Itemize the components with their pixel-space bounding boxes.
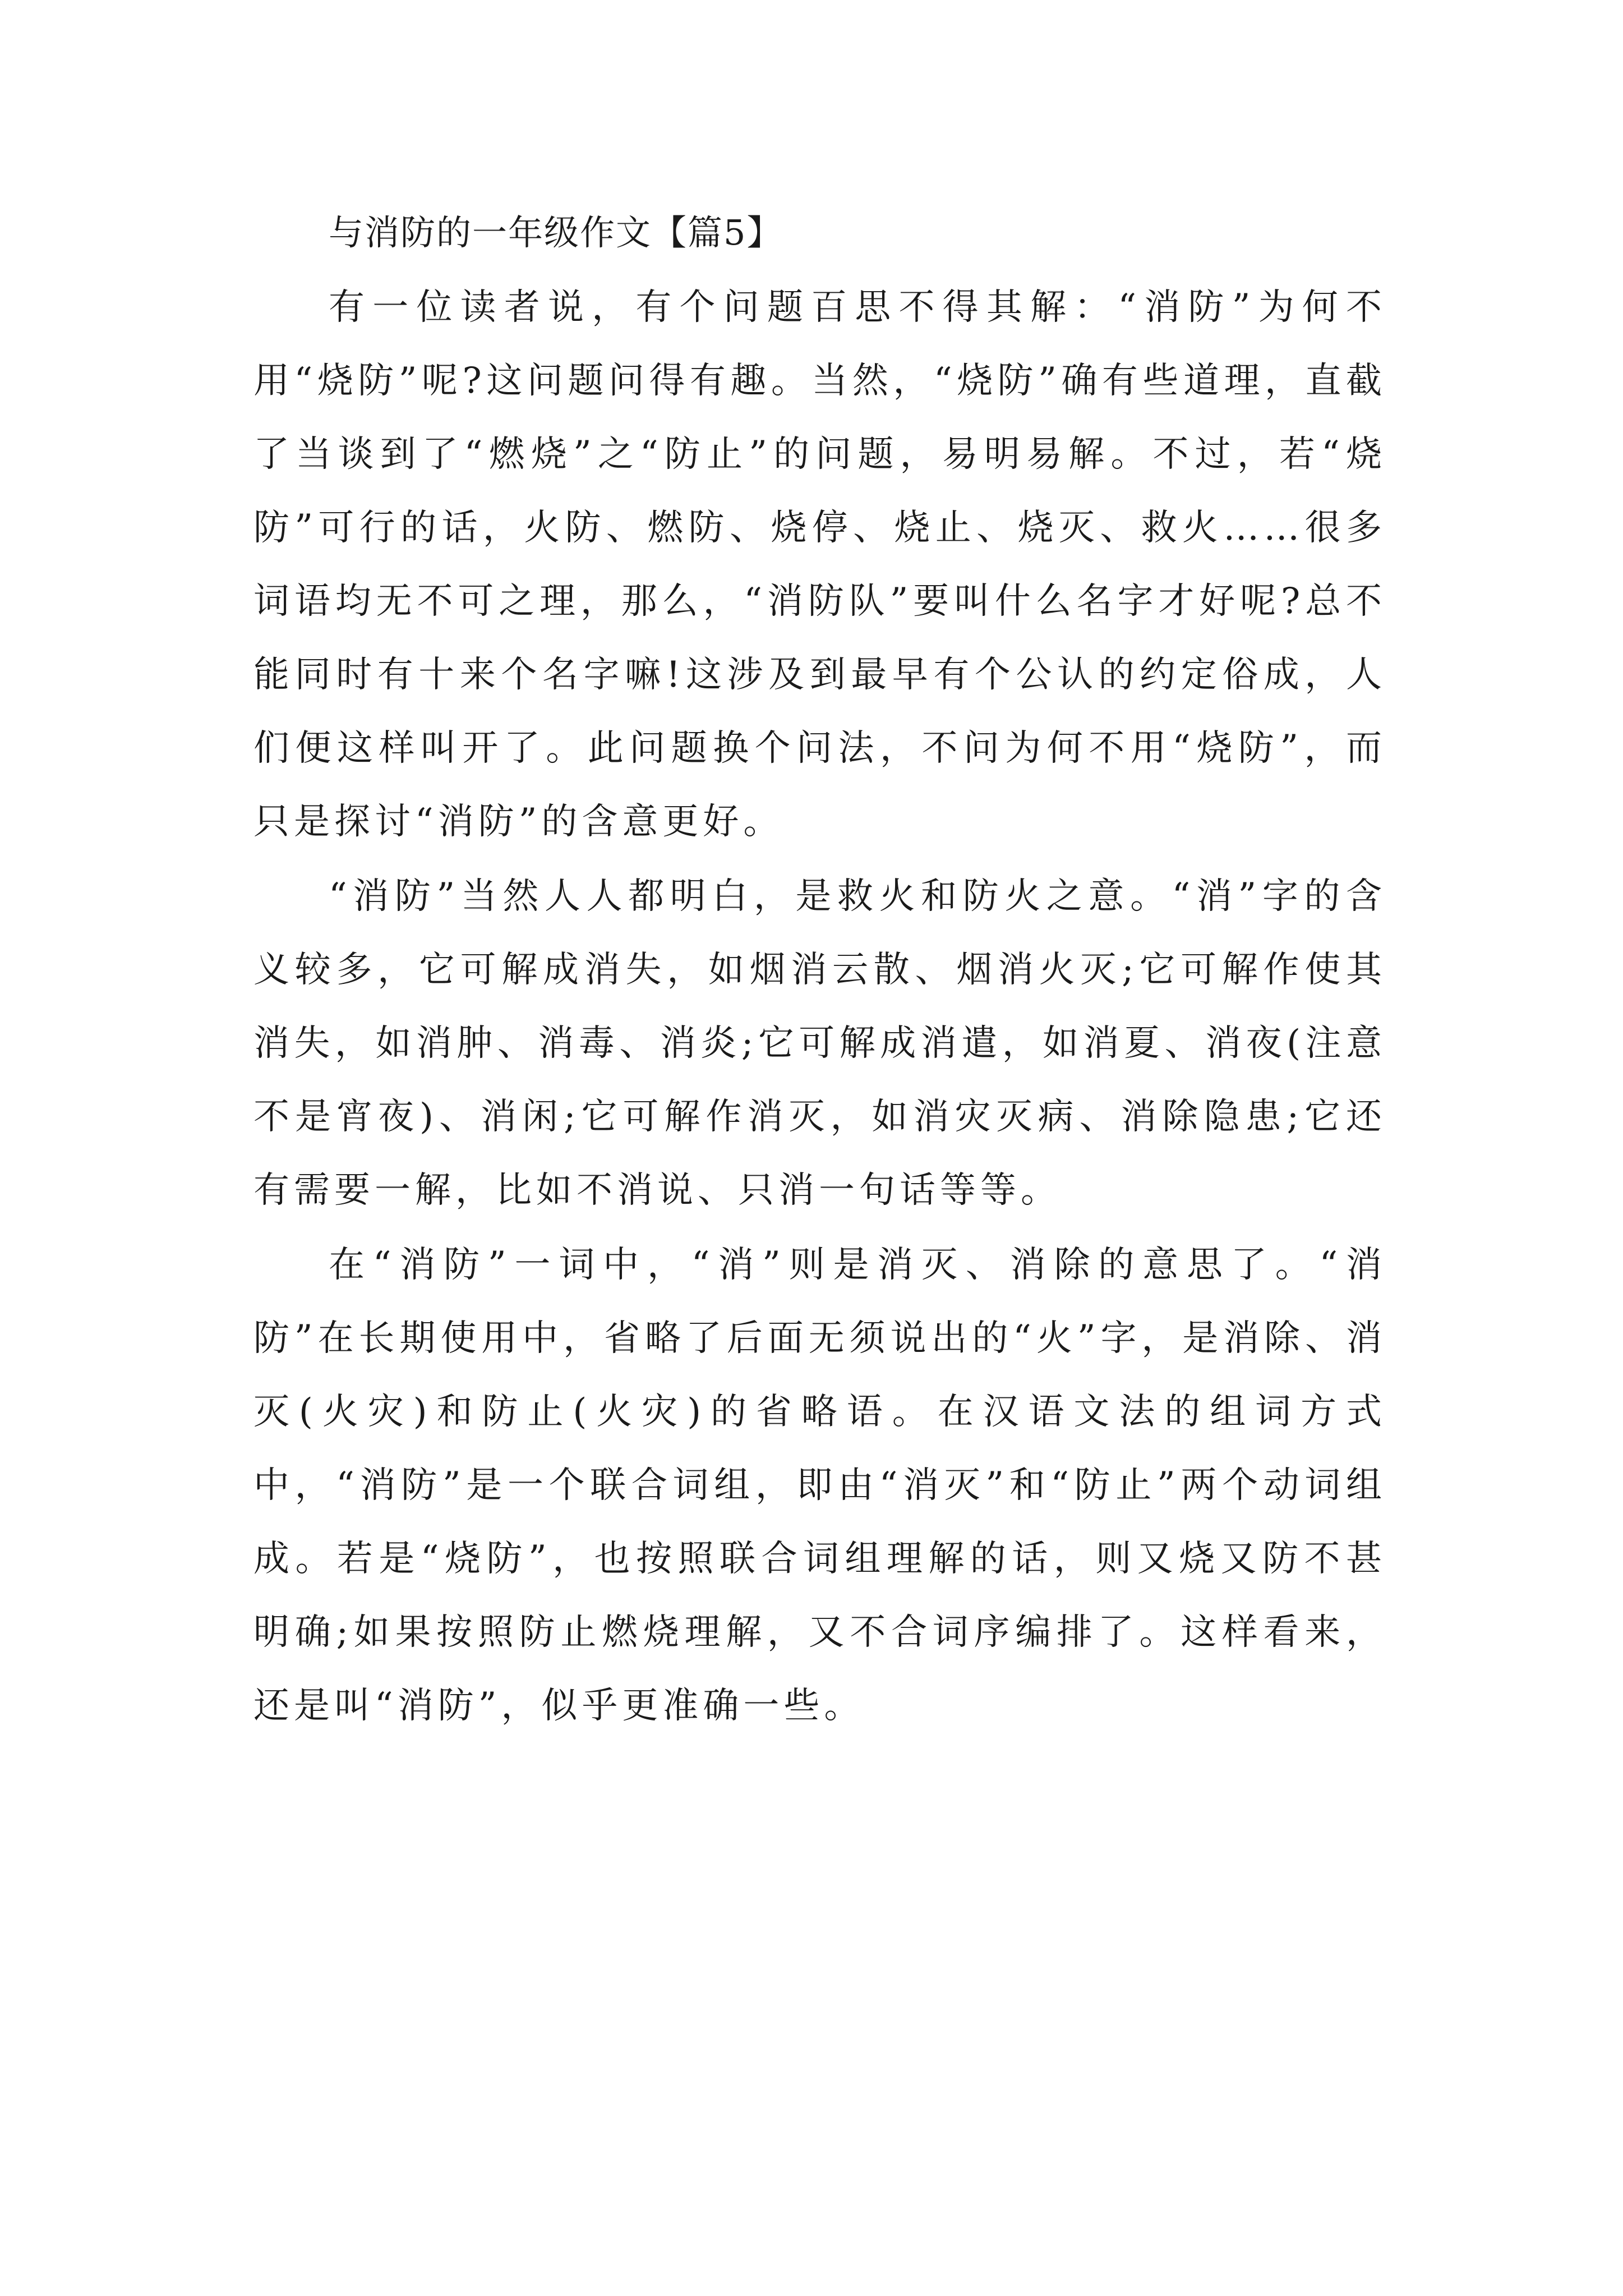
paragraph-2: “消防”当然人人都明白，是救火和防火之意。“消”字的含义较多，它可解成消失，如烟消云散、烟消火灭;它可解作使其消失，如消肿、消毒、消炎;它可解成消遣，如消夏、消夜(注意不是宵夜)、消闲;它可解作消灭，如消灾灭病、消除隐患;它还有需要一解，比如不消说、只消一句话等等。	[253, 876, 1386, 1211]
paragraph-3: 在“消防”一词中，“消”则是消灭、消除的意思了。“消防”在长期使用中，省略了后面无须说出的“火”字，是消除、消灭(火灾)和防止(火灾)的省略语。在汉语文法的组词方式中，“消防”是一个联合词组，即由“消灭”和“防止”两个动词组成。若是“烧防”，也按照联合词组理解的话，则又烧又防不甚明确;如果按照防止燃烧理解，又不合词序编排了。这样看来，还是叫“消防”，似乎更准确一些。	[253, 1244, 1386, 1727]
paragraph-1: 有一位读者说，有个问题百思不得其解：“消防”为何不用“烧防”呢?这问题问得有趣。当然，“烧防”确有些道理，直截了当谈到了“燃烧”之“防止”的问题，易明易解。不过，若“烧防”可行的话，火防、燃防、烧停、烧止、烧灭、救火……很多词语均无不可之理，那么，“消防队”要叫什么名字才好呢?总不能同时有十来个名字嘛!这涉及到最早有个公认的约定俗成，人们便这样叫开了。此问题换个问法，不问为何不用“烧防”，而只是探讨“消防”的含意更好。	[253, 287, 1386, 843]
document-title: 与消防的一年级作文【篇5】	[329, 212, 783, 253]
document-body	[253, 205, 1386, 1743]
